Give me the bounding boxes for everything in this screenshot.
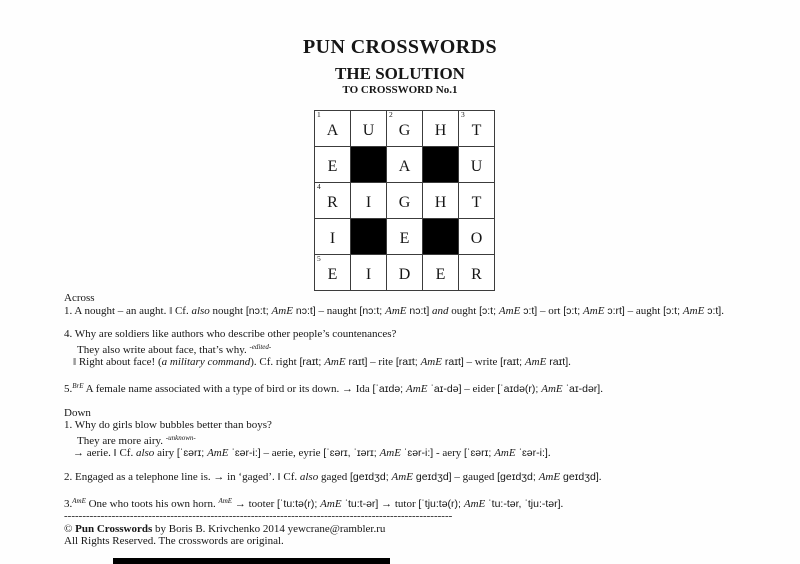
grid-cell	[423, 183, 459, 219]
grid-cell	[423, 255, 459, 291]
text-segment: AmE	[218, 496, 233, 505]
clue-number: 5	[317, 254, 321, 263]
across-clue-4-line-3	[64, 356, 796, 369]
down-heading: Down	[64, 406, 91, 419]
text-segment: → tooter	[232, 497, 277, 510]
text-segment: [geɪdʒd;	[497, 470, 539, 483]
text-segment: 3.	[64, 497, 73, 510]
cell-letter: T	[471, 121, 482, 139]
text-segment: – aught	[624, 304, 664, 317]
text-segment: [ɔ:t;	[563, 304, 584, 317]
grid-cell	[387, 147, 423, 183]
text-segment: .	[598, 470, 602, 483]
text-segment: – ort	[537, 304, 564, 317]
text-segment: – naught	[315, 304, 360, 317]
cell-letter: E	[435, 265, 446, 283]
cell-letter: H	[434, 193, 447, 211]
cell-letter: A	[326, 121, 339, 139]
text-segment: AmE	[524, 356, 547, 369]
text-segment: ). Cf. right	[250, 356, 300, 369]
text-segment: airy	[154, 447, 177, 460]
grid-cell-black	[423, 219, 459, 255]
text-segment: [raɪt;	[395, 356, 421, 369]
text-segment: [raɪt;	[500, 356, 525, 369]
text-segment: [raɪt;	[299, 356, 325, 369]
grid-cell	[387, 183, 423, 219]
text-segment: also	[135, 447, 155, 460]
grid-cell	[459, 111, 495, 147]
cell-letter: E	[399, 229, 410, 247]
text-segment: AmE	[379, 447, 401, 460]
text-segment: .	[600, 382, 603, 395]
text-segment: AmE	[538, 470, 561, 483]
text-segment: BrE	[72, 381, 84, 390]
copyright-line	[64, 523, 796, 536]
text-segment: geɪdʒd]	[560, 470, 599, 483]
across-clue-4	[64, 328, 796, 369]
down-clue-3-text	[64, 495, 796, 511]
text-segment: by Boris B. Krivchenko 2014 yewcrane@rambler.ru	[152, 522, 386, 535]
cell-letter: R	[327, 193, 338, 211]
text-segment: [ˈɛərɪ, ˈɪərɪ;	[323, 447, 380, 460]
grid-cell	[459, 255, 495, 291]
text-segment: AmE	[324, 356, 346, 369]
text-segment: 5.	[64, 382, 73, 395]
down-clue-2	[64, 471, 796, 484]
text-segment: – rite	[367, 356, 396, 369]
solution-heading: THE SOLUTION	[335, 64, 465, 83]
text-segment: ɔ:rt]	[604, 304, 625, 317]
text-segment: [ɔ:t;	[479, 304, 499, 317]
cell-letter: U	[470, 157, 483, 175]
text-segment: ˈaɪ-dər]	[562, 382, 601, 395]
cell-letter: E	[327, 265, 338, 283]
text-segment: They are more airy.	[77, 434, 166, 447]
text-segment: [ˈaɪdə(r);	[497, 382, 542, 395]
text-segment: AmE	[320, 497, 342, 510]
grid-cell	[315, 183, 351, 219]
cell-letter: H	[434, 121, 447, 139]
grid-cell	[387, 255, 423, 291]
cell-letter: G	[398, 121, 411, 139]
separator-line: ----------------------------------------------------------------------------------------------------------	[64, 510, 453, 523]
down-clue-1-line-1	[64, 419, 796, 432]
text-segment: AmE	[391, 470, 413, 483]
text-segment: AmE	[498, 304, 521, 317]
down-clue-2-text	[64, 471, 796, 484]
across-heading: Across	[64, 292, 95, 304]
text-segment: A female name associated with a type of bird or its down. → Ida	[83, 382, 373, 395]
grid-cell	[387, 111, 423, 147]
text-segment: raɪt]	[546, 356, 569, 369]
text-segment: a military command	[161, 356, 251, 369]
text-segment: AmE	[420, 356, 442, 369]
text-segment: AmE	[72, 496, 86, 505]
cell-letter: E	[327, 157, 338, 175]
text-segment: – eider	[461, 382, 498, 395]
cell-letter: D	[398, 265, 411, 283]
grid-cell	[459, 219, 495, 255]
text-segment: nɔ:t]	[292, 304, 316, 317]
text-segment: [ˈtju:tə(r);	[418, 497, 464, 510]
text-segment: ɔ:t]	[704, 304, 722, 317]
text-segment: → aerie. ‖ Cf.	[73, 447, 136, 460]
text-segment: – write	[463, 356, 501, 369]
text-segment: ought	[448, 304, 480, 317]
text-segment: ©	[64, 522, 76, 535]
across-clue-1-text	[64, 305, 796, 318]
text-segment: also	[191, 304, 210, 317]
text-segment: -edited-	[249, 342, 272, 351]
cell-letter: I	[329, 229, 336, 247]
cell-letter: A	[398, 157, 411, 175]
cell-letter: O	[470, 229, 483, 247]
grid-cell	[423, 111, 459, 147]
text-segment: [ˈaɪdə;	[372, 382, 407, 395]
down-clue-1-line-2	[64, 432, 796, 448]
text-segment: ˈaɪ-də]	[427, 382, 462, 395]
text-segment: .	[560, 497, 564, 510]
text-segment: ˈɛər-i:]	[228, 447, 261, 460]
text-segment: Pun Crosswords	[75, 522, 153, 535]
clue-number: 3	[461, 110, 465, 119]
text-segment: ɔ:t]	[520, 304, 538, 317]
down-clue-3	[64, 495, 796, 511]
text-segment: .	[721, 304, 724, 317]
text-segment: ˈɛər-i:]	[400, 447, 434, 460]
text-segment: AmE	[541, 382, 563, 395]
page-title: PUN CROSSWORDS	[303, 36, 497, 58]
grid-cell-black	[351, 147, 387, 183]
text-segment: [ˈɛərɪ;	[464, 447, 495, 460]
across-clue-1	[64, 305, 796, 318]
cell-letter: I	[365, 265, 372, 283]
text-segment: ˈɛər-i:]	[515, 447, 548, 460]
cell-letter: R	[471, 265, 482, 283]
text-segment: raɪt]	[345, 356, 368, 369]
text-segment: - aery	[433, 447, 465, 460]
text-segment: AmE	[494, 447, 516, 460]
text-segment: ˈtu:-tər, ˈtju:-tər]	[485, 497, 561, 510]
text-segment: [nɔ:t;	[245, 304, 272, 317]
text-segment: 4. Why are soldiers like authors who describe other people’s countenances?	[64, 328, 397, 341]
clues-section	[64, 292, 796, 548]
text-segment: ‖ Right about face! (	[73, 356, 162, 369]
text-segment: AmE	[682, 304, 705, 317]
grid-cell	[459, 183, 495, 219]
cell-letter: G	[398, 193, 411, 211]
text-segment: One who toots his own horn.	[85, 497, 219, 510]
cell-letter: T	[471, 193, 482, 211]
text-segment: → tutor	[378, 497, 419, 510]
text-segment: [nɔ:t;	[359, 304, 386, 317]
text-segment: .	[568, 356, 571, 369]
text-segment: [geɪdʒd;	[349, 470, 392, 483]
clue-number: 2	[389, 110, 393, 119]
grid-cell	[315, 219, 351, 255]
text-segment: nought	[209, 304, 246, 317]
grid-cell	[315, 111, 351, 147]
scan-artifact-bar	[113, 558, 390, 564]
text-segment: AmE	[583, 304, 605, 317]
text-segment: 1. A nought – an aught. ‖ Cf.	[64, 304, 192, 317]
text-segment: 1. Why do girls blow bubbles better than boys?	[64, 419, 272, 432]
text-segment: AmE	[271, 304, 293, 317]
grid-cell	[351, 111, 387, 147]
crossword-grid	[314, 110, 495, 291]
text-segment: AmE	[406, 382, 428, 395]
text-segment: geɪdʒd]	[412, 470, 452, 483]
across-clue-5-text	[64, 380, 796, 396]
text-segment: gaged	[318, 470, 350, 483]
text-segment: nɔ:t]	[406, 304, 430, 317]
across-clue-4-line-2	[64, 341, 796, 357]
text-segment: – aerie, eyrie	[260, 447, 324, 460]
text-segment: [ˈtu:tə(r);	[277, 497, 321, 510]
across-clue-4-line-1	[64, 328, 796, 341]
text-segment: AmE	[207, 447, 229, 460]
crossword-number-heading: TO CROSSWORD No.1	[342, 84, 458, 96]
text-segment: 2. Engaged as a telephone line is. → in ‘gaged’. ‖ Cf.	[64, 470, 300, 483]
text-segment: -unknown-	[165, 433, 196, 442]
text-segment: .	[547, 447, 551, 460]
clue-number: 1	[317, 110, 321, 119]
cell-letter: I	[365, 193, 372, 211]
text-segment: ˈtu:t-ər]	[341, 497, 379, 510]
grid-cell	[351, 183, 387, 219]
text-segment: and	[432, 304, 449, 317]
down-clue-1-line-3	[64, 447, 796, 460]
grid-cell	[315, 255, 351, 291]
text-segment: AmE	[463, 497, 486, 510]
text-segment: also	[299, 470, 319, 483]
grid-cell	[315, 147, 351, 183]
across-clue-5	[64, 380, 796, 396]
text-segment: [ɔ:t;	[663, 304, 683, 317]
text-segment: – gauged	[451, 470, 498, 483]
grid-cell-black	[351, 219, 387, 255]
grid-cell	[459, 147, 495, 183]
text-segment: AmE	[385, 304, 407, 317]
clue-number: 4	[317, 182, 321, 191]
text-segment: They also write about face, that’s why.	[77, 343, 250, 356]
grid-cell	[387, 219, 423, 255]
down-clue-1	[64, 419, 796, 460]
cell-letter: U	[362, 121, 375, 139]
text-segment: raɪt]	[441, 356, 464, 369]
rights-line: All Rights Reserved. The crosswords are original.	[64, 535, 284, 548]
grid-cell	[351, 255, 387, 291]
grid-cell-black	[423, 147, 459, 183]
text-segment: [ˈɛərɪ;	[176, 447, 208, 460]
